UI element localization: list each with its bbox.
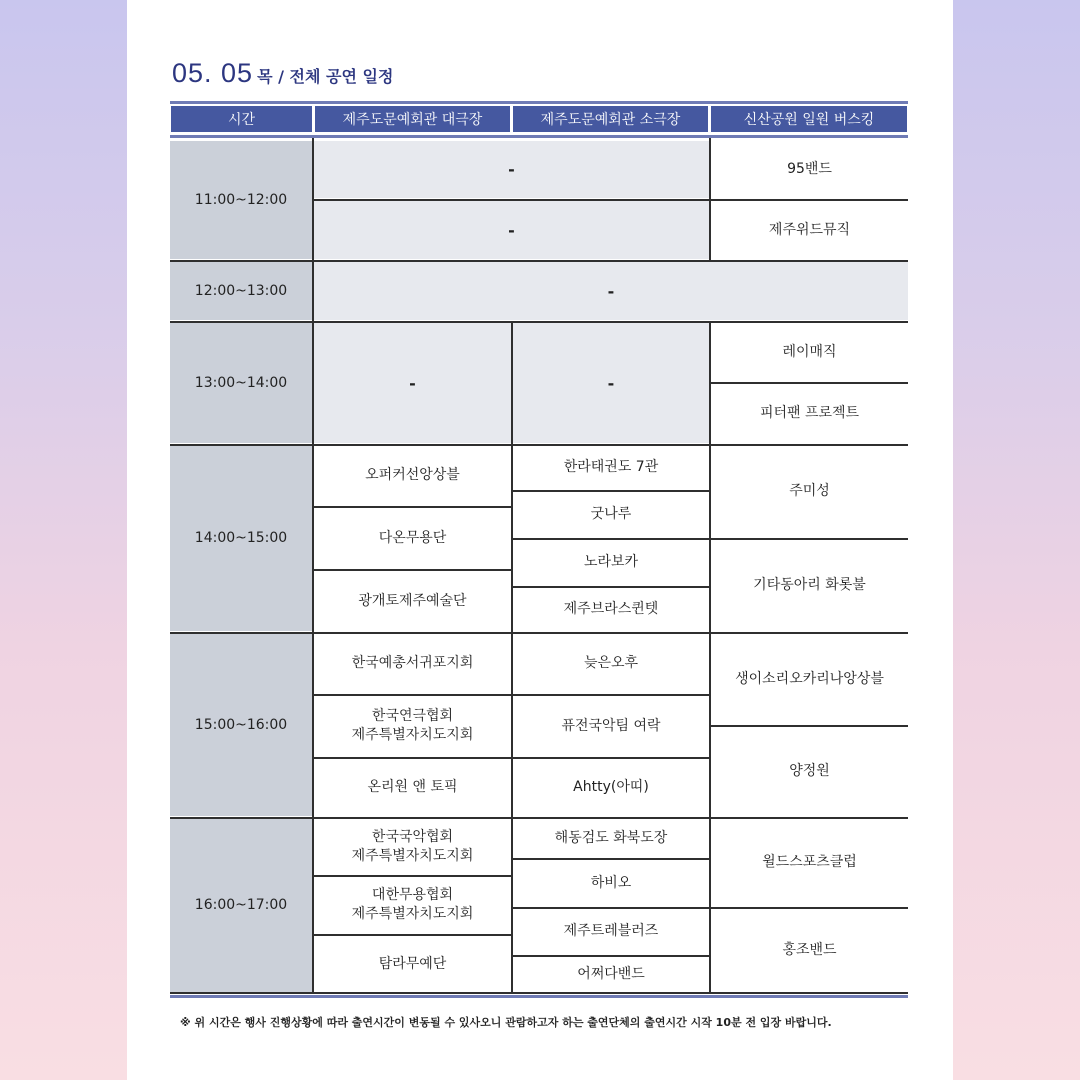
header-busking: 신산공원 일원 버스킹 [711,106,907,132]
empty-slot: - [314,201,709,259]
small-hall-act: 한라태권도 7관 [513,446,709,489]
busking-act: 홍조밴드 [711,909,908,992]
column-divider [709,138,711,261]
small-hall-act: 하비오 [513,860,709,906]
busking-act: 주미성 [711,446,908,537]
small-hall-act: 굿나루 [513,492,709,537]
title-text: 목 / 전체 공연 일정 [257,67,394,86]
header-small-hall: 제주도문예회관 소극장 [513,106,708,132]
busking-act: 윌드스포츠클럽 [711,819,908,906]
small-hall-act: 제주트레블러즈 [513,909,709,954]
header-grand-hall: 제주도문예회관 대극장 [315,106,510,132]
time-cell: 11:00~12:00 [170,141,312,259]
time-cell: 12:00~13:00 [170,262,312,320]
time-cell: 14:00~15:00 [170,446,312,631]
grand-hall-act: 대한무용협회 제주특별자치도지회 [314,877,511,933]
busking-act: 제주위드뮤직 [711,201,908,259]
grand-hall-act: 다온무용단 [314,508,511,568]
grand-hall-act: 탐라무예단 [314,936,511,992]
page-title [172,58,393,92]
busking-act: 기타동아리 화롯불 [711,540,908,631]
empty-slot: - [513,323,709,443]
small-hall-act: 해동검도 화북도장 [513,819,709,857]
table-header-rule [170,135,908,138]
cell-divider [312,934,511,936]
small-hall-act: 어쩌다밴드 [513,957,709,992]
busking-act: 레이매직 [711,323,908,381]
cell-divider [312,875,511,877]
small-hall-act: 노라보카 [513,540,709,585]
row-divider [170,817,908,819]
cell-divider [511,955,709,957]
cell-divider [312,569,511,571]
footnote: ※ 위 시간은 행사 진행상황에 따라 출연시간이 변동될 수 있사오니 관람하고자 하는 출연단체의 출연시간 시작 10분 전 입장 바랍니다. [180,1016,832,1029]
grand-hall-act: 한국국악협회 제주특별자치도지회 [314,819,511,874]
row-divider [170,444,908,446]
grand-hall-act: 온리원 앤 토픽 [314,759,511,816]
cell-divider [709,725,908,727]
empty-slot: - [314,141,709,198]
column-divider [312,138,314,994]
row-divider [170,260,908,262]
row-divider [170,632,908,634]
grand-hall-act: 오퍼커선앙상블 [314,446,511,505]
cell-divider [511,586,709,588]
cell-divider [312,199,908,201]
busking-act: 생이소리오카리나앙상블 [711,634,908,724]
cell-divider [709,382,908,384]
column-divider [511,321,513,994]
header-time: 시간 [171,106,312,132]
time-cell: 15:00~16:00 [170,634,312,816]
small-hall-act: 늦은오후 [513,634,709,693]
column-divider [709,321,711,994]
cell-divider [511,490,709,492]
time-cell: 16:00~17:00 [170,819,312,992]
empty-slot: - [314,262,908,320]
row-divider [170,992,908,994]
empty-slot: - [314,323,511,443]
title-date: 05. 05 [172,58,254,88]
grand-hall-act: 한국예총서귀포지회 [314,634,511,693]
small-hall-act: 제주브라스퀸텟 [513,588,709,631]
busking-act: 95밴드 [711,141,908,198]
small-hall-act: 퓨전국악팀 여락 [513,696,709,756]
row-divider [170,321,908,323]
grand-hall-act: 한국연극협회 제주특별자치도지회 [314,696,511,756]
busking-act: 피터팬 프로젝트 [711,384,908,443]
small-hall-act: Ahtty(아띠) [513,759,709,816]
cell-divider [511,858,709,860]
busking-act: 양정원 [711,727,908,816]
grand-hall-act: 광개토제주예술단 [314,571,511,631]
cell-divider [312,506,511,508]
time-cell: 13:00~14:00 [170,323,312,443]
table-bottom-rule [170,995,908,998]
